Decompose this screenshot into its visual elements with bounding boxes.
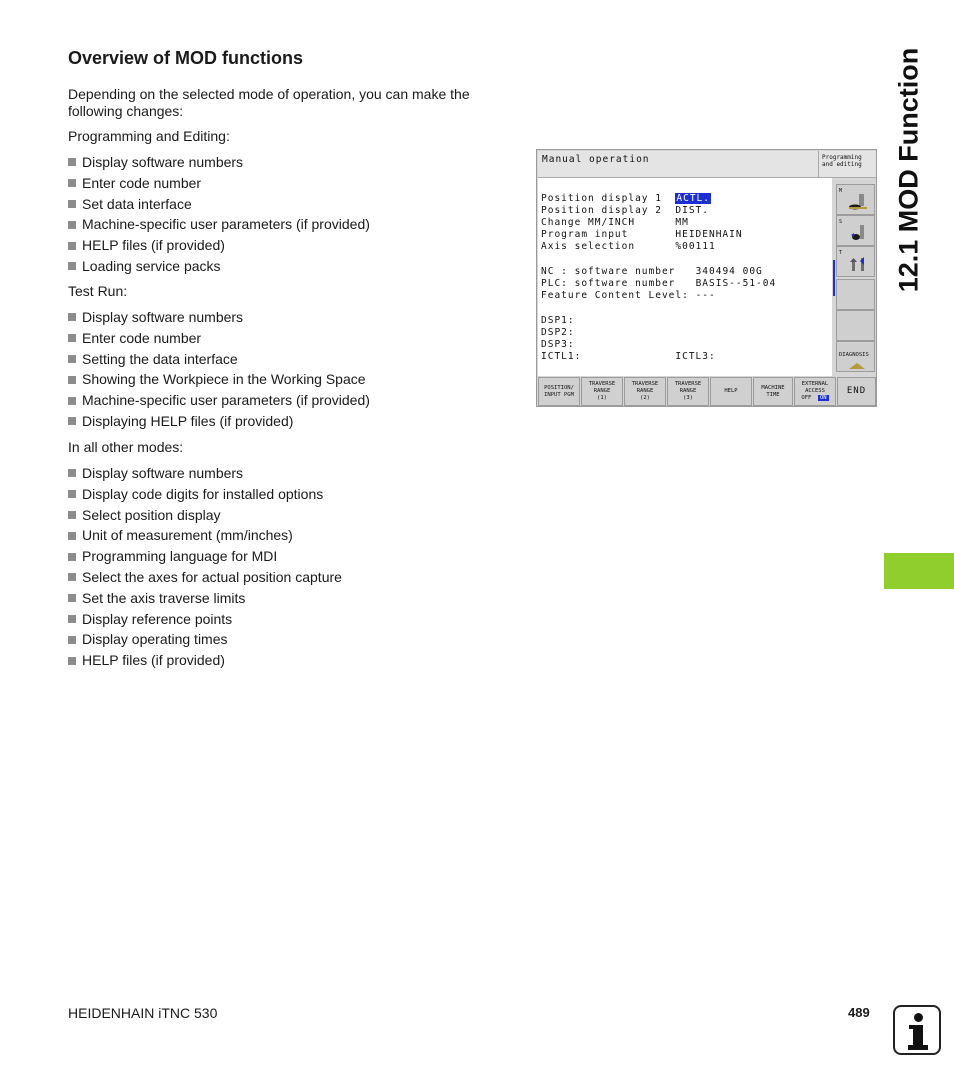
bullet-icon bbox=[68, 355, 76, 363]
list-item: Enter code number bbox=[68, 173, 370, 194]
screen-row: Change MM/INCH MM bbox=[541, 217, 689, 228]
screen-row: DSP3: bbox=[541, 339, 575, 350]
screen-row: Axis selection %00111 bbox=[541, 241, 716, 252]
list-item: Display code digits for installed options bbox=[68, 484, 342, 505]
bullet-icon bbox=[68, 242, 76, 250]
group-label-other-modes: In all other modes: bbox=[68, 439, 184, 455]
list-item: Machine-specific user parameters (if provided) bbox=[68, 214, 370, 235]
list-item: Loading service packs bbox=[68, 256, 370, 277]
bullet-icon bbox=[68, 511, 76, 519]
list-item: Display reference points bbox=[68, 609, 342, 630]
list-item: Display operating times bbox=[68, 629, 342, 650]
list-item: Unit of measurement (mm/inches) bbox=[68, 525, 342, 546]
list-item: Displaying HELP files (if provided) bbox=[68, 411, 370, 432]
control-screenshot bbox=[536, 149, 877, 407]
list-item: Display software numbers bbox=[68, 152, 370, 173]
tool-icon bbox=[847, 194, 869, 210]
list-item: Select position display bbox=[68, 505, 342, 526]
screen-row: Position display 2 DIST. bbox=[541, 205, 709, 216]
highlighted-value: ACTL. bbox=[676, 193, 710, 204]
softkey-m-function[interactable]: M bbox=[836, 184, 875, 215]
bullet-icon bbox=[68, 573, 76, 581]
bullet-icon bbox=[68, 636, 76, 644]
list-item: HELP files (if provided) bbox=[68, 650, 342, 671]
on-badge: ON bbox=[819, 395, 827, 401]
bullet-icon bbox=[68, 490, 76, 498]
list-item: Setting the data interface bbox=[68, 349, 370, 370]
list-item: Machine-specific user parameters (if provided) bbox=[68, 390, 370, 411]
softkey-empty[interactable] bbox=[836, 310, 875, 341]
list-item: Display software numbers bbox=[68, 307, 370, 328]
screen-softkey-bar bbox=[538, 377, 876, 406]
screen-row: Feature Content Level: --- bbox=[541, 290, 716, 301]
softkey-traverse-range-3[interactable]: TRAVERSE RANGE (3) bbox=[667, 377, 709, 406]
list-test-run bbox=[68, 307, 370, 432]
diagnosis-icon bbox=[847, 361, 867, 371]
bullet-icon bbox=[68, 615, 76, 623]
intro-paragraph: Depending on the selected mode of operation, you can make the following changes: bbox=[68, 86, 470, 119]
bullet-icon bbox=[68, 376, 76, 384]
bullet-icon bbox=[68, 469, 76, 477]
softkey-external-access[interactable]: EXTERNAL ACCESS OFF ON bbox=[794, 377, 836, 406]
softkey-traverse-range-2[interactable]: TRAVERSE RANGE (2) bbox=[624, 377, 666, 406]
screen-row: Position display 1 ACTL. bbox=[541, 193, 710, 204]
bullet-icon bbox=[68, 158, 76, 166]
bullet-icon bbox=[68, 657, 76, 665]
screen-row: Program input HEIDENHAIN bbox=[541, 229, 743, 240]
softkey-machine-time[interactable]: MACHINE TIME bbox=[753, 377, 793, 406]
list-programming bbox=[68, 152, 370, 277]
group-label-programming: Programming and Editing: bbox=[68, 128, 230, 144]
screen-row: ICTL1: ICTL3: bbox=[541, 351, 716, 362]
list-item: Display software numbers bbox=[68, 463, 342, 484]
list-item: HELP files (if provided) bbox=[68, 235, 370, 256]
bullet-icon bbox=[68, 417, 76, 425]
softkey-diagnosis[interactable]: DIAGNOSIS bbox=[836, 341, 875, 372]
bullet-icon bbox=[68, 334, 76, 342]
screen-header bbox=[538, 151, 818, 178]
screen-mode-indicator bbox=[818, 151, 876, 178]
screen-row: DSP2: bbox=[541, 327, 575, 338]
softkey-empty[interactable] bbox=[836, 279, 875, 310]
bullet-icon bbox=[68, 200, 76, 208]
screen-row: DSP1: bbox=[541, 315, 575, 326]
softkey-help[interactable]: HELP bbox=[710, 377, 752, 406]
bullet-icon bbox=[68, 553, 76, 561]
softkey-end[interactable]: END bbox=[837, 377, 876, 406]
chapter-side-title: 12.1 MOD Function bbox=[893, 47, 924, 293]
footer-product: HEIDENHAIN iTNC 530 bbox=[68, 1005, 218, 1021]
list-item: Set the axis traverse limits bbox=[68, 588, 342, 609]
spindle-icon bbox=[847, 225, 869, 241]
group-label-test-run: Test Run: bbox=[68, 283, 128, 299]
bullet-icon bbox=[68, 594, 76, 602]
bullet-icon bbox=[68, 262, 76, 270]
bullet-icon bbox=[68, 313, 76, 321]
screen-side-softkeys bbox=[834, 178, 877, 376]
softkey-position-input-pgm[interactable]: POSITION/ INPUT PGM bbox=[538, 377, 580, 406]
list-item: Showing the Workpiece in the Working Space bbox=[68, 369, 370, 390]
screen-row: PLC: software number BASIS--51-04 bbox=[541, 278, 777, 289]
list-item: Set data interface bbox=[68, 194, 370, 215]
list-item: Programming language for MDI bbox=[68, 546, 342, 567]
bullet-icon bbox=[68, 221, 76, 229]
screen-row: NC : software number 340494 00G bbox=[541, 266, 763, 277]
list-item: Enter code number bbox=[68, 328, 370, 349]
softkey-traverse-range-1[interactable]: TRAVERSE RANGE (1) bbox=[581, 377, 623, 406]
screen-mode-label: Programming and editing bbox=[822, 154, 862, 168]
tool-change-icon bbox=[847, 256, 869, 272]
info-icon bbox=[893, 1005, 941, 1055]
list-item: Select the axes for actual position capture bbox=[68, 567, 342, 588]
bullet-icon bbox=[68, 397, 76, 405]
bullet-icon bbox=[68, 179, 76, 187]
bullet-icon bbox=[68, 532, 76, 540]
screen-main-area bbox=[538, 178, 832, 376]
chapter-tab-marker bbox=[884, 553, 954, 589]
section-heading: Overview of MOD functions bbox=[68, 48, 304, 68]
list-other-modes bbox=[68, 463, 342, 671]
softkey-s-function[interactable]: S bbox=[836, 215, 875, 246]
screen-title: Manual operation bbox=[542, 154, 650, 165]
softkey-t-function[interactable]: T bbox=[836, 246, 875, 277]
page-number: 489 bbox=[848, 1005, 870, 1020]
